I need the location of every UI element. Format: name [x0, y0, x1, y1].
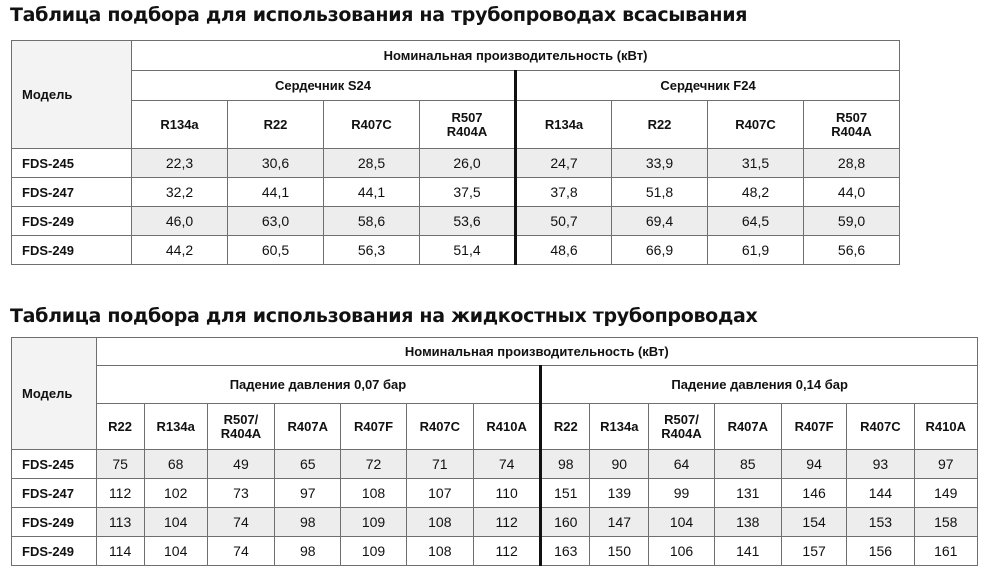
value-cell: 31,5 [708, 149, 804, 178]
value-cell: 104 [649, 508, 714, 537]
model-cell: FDS-249 [12, 207, 132, 236]
value-cell: 59,0 [804, 207, 900, 236]
liquid-table-title: Таблица подбора для использования на жидкостных трубопроводах [10, 305, 758, 327]
refrigerant-header: R22 [228, 101, 324, 149]
value-cell: 158 [914, 508, 977, 537]
refrigerant-header: R134a [590, 404, 649, 450]
model-cell: FDS-247 [12, 479, 97, 508]
value-cell: 109 [341, 508, 406, 537]
refrigerant-header: R22 [612, 101, 708, 149]
value-cell: 85 [714, 450, 781, 479]
value-cell: 37,8 [516, 178, 612, 207]
value-cell: 44,2 [132, 236, 228, 265]
model-cell: FDS-249 [12, 508, 97, 537]
value-cell: 112 [473, 508, 540, 537]
value-cell: 146 [781, 479, 846, 508]
suction-selection-table [11, 40, 900, 265]
value-cell: 106 [649, 537, 714, 566]
value-cell: 65 [275, 450, 341, 479]
value-cell: 104 [144, 508, 207, 537]
refrigerant-header: R507 R404A [420, 101, 516, 149]
refrigerant-header: R407C [708, 101, 804, 149]
refrigerant-header: R410A [914, 404, 977, 450]
value-cell: 48,6 [516, 236, 612, 265]
value-cell: 150 [590, 537, 649, 566]
refrigerant-header: R22 [541, 404, 590, 450]
refrigerant-header: R407A [714, 404, 781, 450]
group-header-s24: Сердечник S24 [132, 71, 516, 101]
value-cell: 33,9 [612, 149, 708, 178]
value-cell: 37,5 [420, 178, 516, 207]
refrigerant-header: R134a [144, 404, 207, 450]
value-cell: 60,5 [228, 236, 324, 265]
value-cell: 63,0 [228, 207, 324, 236]
value-cell: 26,0 [420, 149, 516, 178]
value-cell: 44,0 [804, 178, 900, 207]
liquid-selection-table [11, 337, 978, 566]
refrigerant-header: R407C [847, 404, 914, 450]
table-row [12, 207, 900, 236]
model-column-header: Модель [12, 41, 132, 149]
value-cell: 112 [96, 479, 144, 508]
value-cell: 153 [847, 508, 914, 537]
value-cell: 71 [406, 450, 473, 479]
value-cell: 28,8 [804, 149, 900, 178]
value-cell: 110 [473, 479, 540, 508]
table-row [12, 236, 900, 265]
value-cell: 160 [541, 508, 590, 537]
table-row [12, 508, 978, 537]
value-cell: 74 [473, 450, 540, 479]
table-row [12, 149, 900, 178]
value-cell: 114 [96, 537, 144, 566]
value-cell: 144 [847, 479, 914, 508]
value-cell: 44,1 [228, 178, 324, 207]
refrigerant-header: R134a [516, 101, 612, 149]
table-row [12, 178, 900, 207]
model-cell: FDS-245 [12, 149, 132, 178]
value-cell: 108 [406, 537, 473, 566]
value-cell: 74 [207, 508, 274, 537]
suction-table-title: Таблица подбора для использования на трубопроводах всасывания [10, 4, 748, 26]
model-cell: FDS-249 [12, 537, 97, 566]
value-cell: 56,3 [324, 236, 420, 265]
value-cell: 98 [275, 508, 341, 537]
value-cell: 99 [649, 479, 714, 508]
refrigerant-header: R22 [96, 404, 144, 450]
value-cell: 98 [275, 537, 341, 566]
value-cell: 61,9 [708, 236, 804, 265]
value-cell: 46,0 [132, 207, 228, 236]
table-row [12, 537, 978, 566]
value-cell: 58,6 [324, 207, 420, 236]
model-cell: FDS-245 [12, 450, 97, 479]
value-cell: 50,7 [516, 207, 612, 236]
value-cell: 51,8 [612, 178, 708, 207]
capacity-header: Номинальная производительность (кВт) [96, 338, 977, 366]
refrigerant-header: R507/ R404A [649, 404, 714, 450]
value-cell: 53,6 [420, 207, 516, 236]
value-cell: 73 [207, 479, 274, 508]
value-cell: 131 [714, 479, 781, 508]
value-cell: 72 [341, 450, 406, 479]
value-cell: 98 [541, 450, 590, 479]
value-cell: 64,5 [708, 207, 804, 236]
value-cell: 109 [341, 537, 406, 566]
value-cell: 44,1 [324, 178, 420, 207]
value-cell: 112 [473, 537, 540, 566]
refrigerant-header: R507 R404A [804, 101, 900, 149]
capacity-header: Номинальная производительность (кВт) [132, 41, 900, 71]
value-cell: 107 [406, 479, 473, 508]
value-cell: 97 [275, 479, 341, 508]
value-cell: 157 [781, 537, 846, 566]
value-cell: 151 [541, 479, 590, 508]
value-cell: 147 [590, 508, 649, 537]
refrigerant-header: R507/ R404A [207, 404, 274, 450]
value-cell: 161 [914, 537, 977, 566]
value-cell: 30,6 [228, 149, 324, 178]
refrigerant-header: R407A [275, 404, 341, 450]
refrigerant-header: R134a [132, 101, 228, 149]
refrigerant-header: R407C [406, 404, 473, 450]
value-cell: 94 [781, 450, 846, 479]
group-header-f24: Сердечник F24 [516, 71, 900, 101]
value-cell: 97 [914, 450, 977, 479]
value-cell: 139 [590, 479, 649, 508]
table-row [12, 450, 978, 479]
value-cell: 113 [96, 508, 144, 537]
value-cell: 74 [207, 537, 274, 566]
value-cell: 108 [406, 508, 473, 537]
value-cell: 93 [847, 450, 914, 479]
table-row [12, 479, 978, 508]
value-cell: 102 [144, 479, 207, 508]
model-cell: FDS-247 [12, 178, 132, 207]
value-cell: 68 [144, 450, 207, 479]
value-cell: 90 [590, 450, 649, 479]
group-header-014-bar: Падение давления 0,14 бар [541, 366, 978, 404]
model-column-header: Модель [12, 338, 97, 450]
refrigerant-header: R407F [781, 404, 846, 450]
value-cell: 149 [914, 479, 977, 508]
value-cell: 75 [96, 450, 144, 479]
value-cell: 48,2 [708, 178, 804, 207]
value-cell: 64 [649, 450, 714, 479]
value-cell: 141 [714, 537, 781, 566]
value-cell: 66,9 [612, 236, 708, 265]
value-cell: 32,2 [132, 178, 228, 207]
value-cell: 69,4 [612, 207, 708, 236]
model-cell: FDS-249 [12, 236, 132, 265]
value-cell: 138 [714, 508, 781, 537]
group-header-007-bar: Падение давления 0,07 бар [96, 366, 541, 404]
refrigerant-header: R410A [473, 404, 540, 450]
value-cell: 108 [341, 479, 406, 508]
refrigerant-header: R407F [341, 404, 406, 450]
value-cell: 22,3 [132, 149, 228, 178]
refrigerant-header: R407C [324, 101, 420, 149]
value-cell: 28,5 [324, 149, 420, 178]
value-cell: 56,6 [804, 236, 900, 265]
value-cell: 49 [207, 450, 274, 479]
value-cell: 51,4 [420, 236, 516, 265]
value-cell: 154 [781, 508, 846, 537]
value-cell: 104 [144, 537, 207, 566]
value-cell: 163 [541, 537, 590, 566]
value-cell: 156 [847, 537, 914, 566]
value-cell: 24,7 [516, 149, 612, 178]
